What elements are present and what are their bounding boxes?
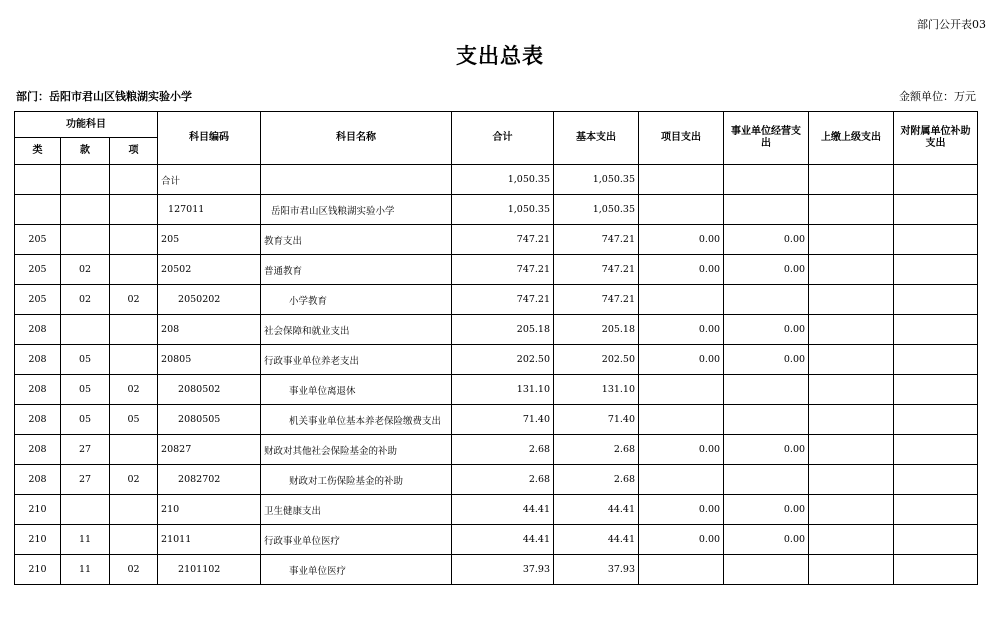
cell-total: 747.21	[452, 225, 554, 255]
cell-subsidy	[894, 315, 978, 345]
header-code: 科目编码	[158, 112, 261, 165]
cell-xiang	[110, 255, 158, 285]
header-func-subject: 功能科目	[15, 112, 158, 138]
cell-lei: 210	[15, 525, 61, 555]
cell-upper	[809, 165, 894, 195]
table-row	[15, 495, 978, 525]
cell-code: 20502	[158, 255, 261, 285]
cell-basic: 44.41	[554, 495, 639, 525]
header-name: 科目名称	[261, 112, 452, 165]
cell-lei: 208	[15, 405, 61, 435]
cell-lei: 205	[15, 225, 61, 255]
cell-name: 卫生健康支出	[261, 495, 452, 525]
cell-name: 事业单位离退休	[261, 375, 452, 405]
cell-basic: 747.21	[554, 225, 639, 255]
cell-business: 0.00	[724, 225, 809, 255]
cell-name: 机关事业单位基本养老保险缴费支出	[261, 405, 452, 435]
cell-upper	[809, 375, 894, 405]
cell-basic: 202.50	[554, 345, 639, 375]
cell-business: 0.00	[724, 525, 809, 555]
cell-kuan: 05	[61, 375, 110, 405]
cell-code: 127011	[158, 195, 261, 225]
table-row	[15, 525, 978, 555]
cell-upper	[809, 345, 894, 375]
cell-business: 0.00	[724, 255, 809, 285]
cell-basic: 2.68	[554, 435, 639, 465]
cell-lei: 205	[15, 255, 61, 285]
cell-project: 0.00	[639, 255, 724, 285]
cell-project	[639, 375, 724, 405]
cell-business	[724, 555, 809, 585]
expenditure-table	[14, 111, 978, 585]
cell-project	[639, 405, 724, 435]
page-title: 支出总表	[456, 44, 544, 68]
cell-total: 2.68	[452, 435, 554, 465]
cell-code: 208	[158, 315, 261, 345]
cell-total: 44.41	[452, 525, 554, 555]
cell-total: 202.50	[452, 345, 554, 375]
header-kuan: 款	[61, 138, 110, 165]
cell-project	[639, 465, 724, 495]
cell-project	[639, 165, 724, 195]
cell-project: 0.00	[639, 495, 724, 525]
cell-total: 37.93	[452, 555, 554, 585]
cell-kuan	[61, 225, 110, 255]
cell-lei: 210	[15, 555, 61, 585]
cell-name: 行政事业单位养老支出	[261, 345, 452, 375]
cell-name	[261, 165, 452, 195]
cell-subsidy	[894, 435, 978, 465]
cell-code: 21011	[158, 525, 261, 555]
cell-basic: 747.21	[554, 285, 639, 315]
cell-xiang: 02	[110, 555, 158, 585]
table-row	[15, 225, 978, 255]
table-row	[15, 465, 978, 495]
cell-business	[724, 405, 809, 435]
cell-name: 行政事业单位医疗	[261, 525, 452, 555]
table-row	[15, 165, 978, 195]
cell-basic: 1,050.35	[554, 195, 639, 225]
cell-xiang	[110, 495, 158, 525]
header-subsidy: 对附属单位补助支出	[894, 112, 978, 165]
cell-subsidy	[894, 405, 978, 435]
cell-upper	[809, 435, 894, 465]
cell-name: 小学教育	[261, 285, 452, 315]
cell-xiang	[110, 435, 158, 465]
cell-lei: 208	[15, 315, 61, 345]
cell-subsidy	[894, 465, 978, 495]
cell-lei	[15, 195, 61, 225]
cell-kuan: 05	[61, 345, 110, 375]
cell-upper	[809, 525, 894, 555]
cell-subsidy	[894, 555, 978, 585]
cell-total: 131.10	[452, 375, 554, 405]
cell-name: 财政对其他社会保险基金的补助	[261, 435, 452, 465]
cell-xiang	[110, 165, 158, 195]
cell-total: 1,050.35	[452, 195, 554, 225]
cell-upper	[809, 465, 894, 495]
cell-code: 2101102	[158, 555, 261, 585]
cell-kuan: 27	[61, 435, 110, 465]
cell-business	[724, 165, 809, 195]
cell-lei	[15, 165, 61, 195]
table-row	[15, 375, 978, 405]
cell-upper	[809, 405, 894, 435]
cell-code: 2050202	[158, 285, 261, 315]
cell-total: 71.40	[452, 405, 554, 435]
table-row	[15, 315, 978, 345]
cell-basic: 1,050.35	[554, 165, 639, 195]
cell-lei: 208	[15, 345, 61, 375]
cell-business	[724, 375, 809, 405]
cell-total: 747.21	[452, 285, 554, 315]
cell-project: 0.00	[639, 525, 724, 555]
cell-subsidy	[894, 345, 978, 375]
cell-basic: 44.41	[554, 525, 639, 555]
cell-xiang	[110, 525, 158, 555]
cell-project	[639, 555, 724, 585]
cell-basic: 747.21	[554, 255, 639, 285]
cell-xiang: 05	[110, 405, 158, 435]
cell-basic: 2.68	[554, 465, 639, 495]
cell-project: 0.00	[639, 435, 724, 465]
cell-subsidy	[894, 375, 978, 405]
cell-code: 205	[158, 225, 261, 255]
header-total: 合计	[452, 112, 554, 165]
cell-xiang	[110, 315, 158, 345]
cell-project: 0.00	[639, 225, 724, 255]
cell-code: 210	[158, 495, 261, 525]
cell-business: 0.00	[724, 315, 809, 345]
cell-code: 合计	[158, 165, 261, 195]
header-business: 事业单位经营支出	[724, 112, 809, 165]
cell-kuan: 02	[61, 255, 110, 285]
table-row	[15, 435, 978, 465]
cell-total: 2.68	[452, 465, 554, 495]
cell-subsidy	[894, 195, 978, 225]
header-basic: 基本支出	[554, 112, 639, 165]
cell-kuan: 02	[61, 285, 110, 315]
cell-project: 0.00	[639, 315, 724, 345]
header-xiang: 项	[110, 138, 158, 165]
cell-kuan: 11	[61, 555, 110, 585]
cell-lei: 210	[15, 495, 61, 525]
cell-subsidy	[894, 495, 978, 525]
cell-kuan: 05	[61, 405, 110, 435]
cell-total: 44.41	[452, 495, 554, 525]
cell-code: 20827	[158, 435, 261, 465]
cell-xiang	[110, 345, 158, 375]
cell-name: 事业单位医疗	[261, 555, 452, 585]
cell-xiang: 02	[110, 285, 158, 315]
header-project: 项目支出	[639, 112, 724, 165]
cell-xiang	[110, 225, 158, 255]
cell-kuan	[61, 495, 110, 525]
header-upper: 上缴上级支出	[809, 112, 894, 165]
cell-name: 社会保障和就业支出	[261, 315, 452, 345]
cell-kuan: 11	[61, 525, 110, 555]
cell-upper	[809, 495, 894, 525]
cell-subsidy	[894, 525, 978, 555]
department-label: 部门：岳阳市君山区钱粮湖实验小学	[16, 90, 192, 103]
cell-subsidy	[894, 165, 978, 195]
cell-business	[724, 195, 809, 225]
cell-subsidy	[894, 225, 978, 255]
cell-xiang: 02	[110, 375, 158, 405]
cell-xiang: 02	[110, 465, 158, 495]
cell-upper	[809, 255, 894, 285]
cell-code: 20805	[158, 345, 261, 375]
cell-total: 205.18	[452, 315, 554, 345]
cell-business	[724, 285, 809, 315]
header-lei: 类	[15, 138, 61, 165]
cell-code: 2080502	[158, 375, 261, 405]
cell-xiang	[110, 195, 158, 225]
cell-project	[639, 195, 724, 225]
cell-subsidy	[894, 285, 978, 315]
cell-name: 教育支出	[261, 225, 452, 255]
table-row	[15, 285, 978, 315]
table-row	[15, 405, 978, 435]
cell-kuan	[61, 195, 110, 225]
table-row	[15, 555, 978, 585]
cell-business: 0.00	[724, 495, 809, 525]
cell-lei: 205	[15, 285, 61, 315]
table-row	[15, 345, 978, 375]
cell-code: 2082702	[158, 465, 261, 495]
table-row	[15, 195, 978, 225]
cell-basic: 205.18	[554, 315, 639, 345]
cell-upper	[809, 555, 894, 585]
table-body	[15, 165, 978, 585]
cell-project: 0.00	[639, 345, 724, 375]
cell-basic: 71.40	[554, 405, 639, 435]
cell-name: 财政对工伤保险基金的补助	[261, 465, 452, 495]
amount-unit-label: 金额单位：万元	[899, 90, 976, 103]
cell-upper	[809, 225, 894, 255]
cell-business	[724, 465, 809, 495]
cell-upper	[809, 195, 894, 225]
cell-business: 0.00	[724, 435, 809, 465]
cell-project	[639, 285, 724, 315]
cell-kuan	[61, 315, 110, 345]
cell-subsidy	[894, 255, 978, 285]
cell-upper	[809, 285, 894, 315]
cell-kuan	[61, 165, 110, 195]
cell-lei: 208	[15, 375, 61, 405]
cell-upper	[809, 315, 894, 345]
form-number: 部门公开表03	[917, 18, 986, 31]
cell-name: 岳阳市君山区钱粮湖实验小学	[261, 195, 452, 225]
cell-name: 普通教育	[261, 255, 452, 285]
cell-kuan: 27	[61, 465, 110, 495]
cell-basic: 37.93	[554, 555, 639, 585]
cell-code: 2080505	[158, 405, 261, 435]
table-row	[15, 255, 978, 285]
cell-total: 1,050.35	[452, 165, 554, 195]
cell-business: 0.00	[724, 345, 809, 375]
cell-basic: 131.10	[554, 375, 639, 405]
cell-total: 747.21	[452, 255, 554, 285]
cell-lei: 208	[15, 435, 61, 465]
cell-lei: 208	[15, 465, 61, 495]
